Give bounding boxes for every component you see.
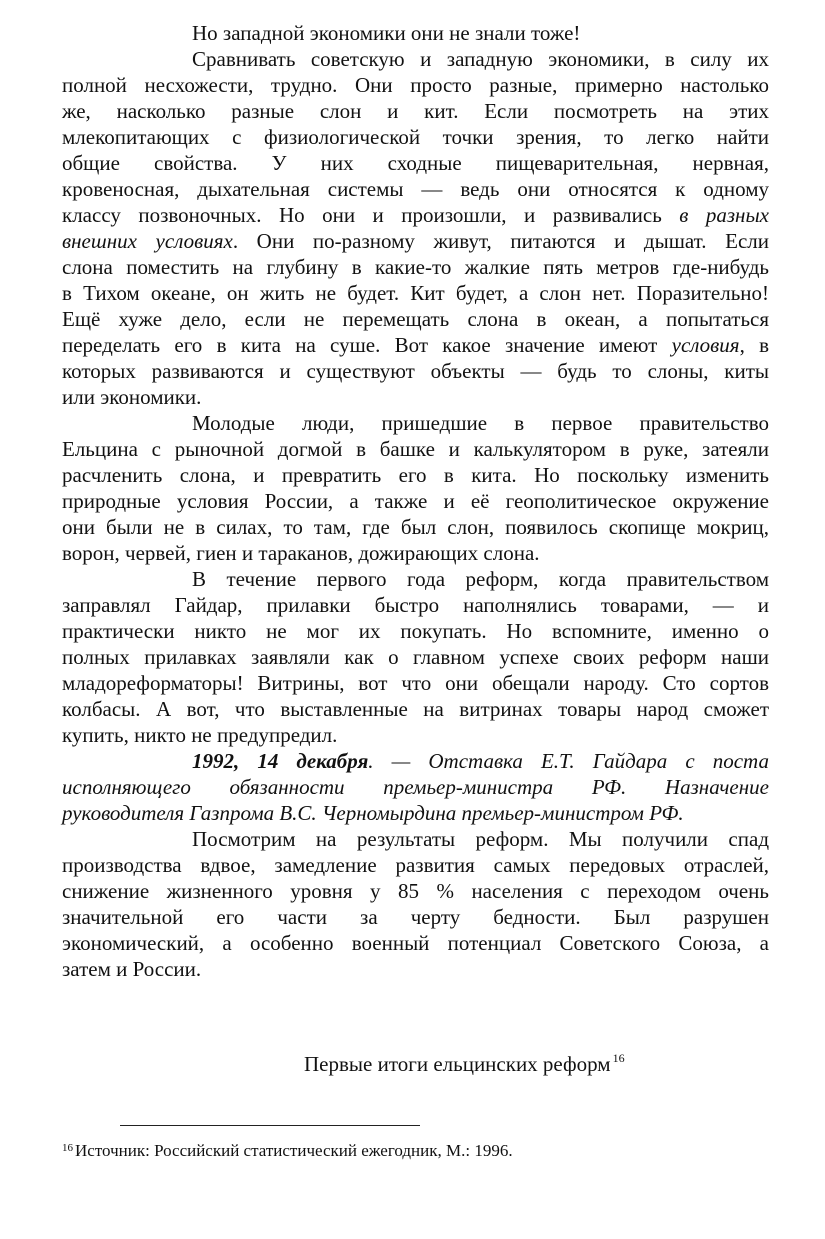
paragraph-line: или экономики. xyxy=(62,385,202,409)
paragraph-line: в Тихом океане, он жить не будет. Кит будет, а слон нет. Поразительно! xyxy=(62,281,769,305)
paragraph-line: экономический, а особенно военный потенциал Советского Союза, а xyxy=(62,931,769,955)
paragraph-line: Но западной экономики они не знали тоже! xyxy=(192,21,581,45)
paragraph-results xyxy=(62,826,769,982)
paragraph-line: практически никто не мог их покупать. Но вспомните, именно о xyxy=(62,619,769,643)
paragraph-line xyxy=(62,332,769,358)
text-run: классу позвоночных. Но они и произошли, и развивались xyxy=(62,203,680,227)
paragraph-line: купить, никто не предупредил. xyxy=(62,723,338,747)
paragraph-line: Ельцина с рыночной догмой в башке и калькулятором в руке, затеяли xyxy=(62,437,769,461)
paragraph-young-people xyxy=(62,410,769,566)
paragraph-line: значительной его части за черту бедности. Был разрушен xyxy=(62,905,769,929)
italic-text: в разных xyxy=(679,203,769,227)
paragraph-line: млекопитающих с физиологической точки зрения, то легко найти xyxy=(62,125,769,149)
table-caption xyxy=(304,1051,625,1077)
paragraph-line: же, насколько разные слон и кит. Если посмотреть на этих xyxy=(62,99,769,123)
paragraph-line: природные условия России, а также и её геополитическое окружение xyxy=(62,489,769,513)
paragraph-line: общие свойства. У них сходные пищеварительная, нервная, xyxy=(62,151,769,175)
footnote-divider xyxy=(120,1125,420,1126)
paragraph-line xyxy=(62,202,769,228)
note-date: 1992, 14 декабря xyxy=(192,749,369,773)
paragraph-line: Сравнивать советскую и западную экономики, в силу их xyxy=(192,47,769,71)
paragraph-line: Молодые люди, пришедшие в первое правительство xyxy=(192,411,769,435)
paragraph-line: младореформаторы! Витрины, вот что они обещали народу. Сто сортов xyxy=(62,671,769,695)
paragraph-line: руководителя Газпрома В.С. Черномырдина премьер-министром РФ. xyxy=(62,801,684,825)
paragraph-line: ворон, червей, гиен и тараканов, дожирающих слона. xyxy=(62,541,540,565)
text-run: переделать его в кита на суше. Вот какое значение имеют xyxy=(62,333,672,357)
document-body xyxy=(62,20,769,982)
footnote xyxy=(62,1140,513,1162)
paragraph-line: Ещё хуже дело, если не перемещать слона в океан, а попытаться xyxy=(62,307,769,331)
paragraph-line: полных прилавках заявляли как о главном успехе своих реформ наши xyxy=(62,645,769,669)
paragraph-line: затем и России. xyxy=(62,957,202,981)
paragraph-line: кровеносная, дыхательная системы — ведь они относятся к одному xyxy=(62,177,769,201)
paragraph-line xyxy=(62,228,769,254)
paragraph-line: они были не в силах, то там, где был слон, появилось скопище мокриц, xyxy=(62,515,769,539)
text-run: , в xyxy=(739,333,769,357)
paragraph-line xyxy=(62,748,769,774)
text-run: . Они по-разному живут, питаются и дышат. Если xyxy=(232,229,769,253)
italic-text: внешних условиях xyxy=(62,229,233,253)
paragraph-line: колбасы. А вот, что выставленные на витринах товары народ сможет xyxy=(62,697,769,721)
paragraph-line: расчленить слона, и превратить его в кита. Но поскольку изменить xyxy=(62,463,769,487)
footnote-reference[interactable]: 16 xyxy=(612,1051,625,1065)
paragraph-line: слона поместить на глубину в какие-то жалкие пять метров где-нибудь xyxy=(62,255,769,279)
paragraph-line: заправлял Гайдар, прилавки быстро наполнялись товарами, — и xyxy=(62,593,769,617)
text-run: . — Отставка Е.Т. Гайдара с поста xyxy=(368,749,769,773)
paragraph-line: В течение первого года реформ, когда правительством xyxy=(192,567,769,591)
paragraph-line: снижение жизненного уровня у 85 % населения с переходом очень xyxy=(62,879,769,903)
italic-text: условия xyxy=(671,333,740,357)
dated-note xyxy=(62,748,769,826)
paragraph-line: исполняющего обязанности премьер-министра РФ. Назначение xyxy=(62,775,769,799)
paragraph-line: производства вдвое, замедление развития самых передовых отраслей, xyxy=(62,853,769,877)
footnote-text: Источник: Российский статистический ежегодник, М.: 1996. xyxy=(75,1141,513,1160)
paragraph-line: Посмотрим на результаты реформ. Мы получили спад xyxy=(192,827,769,851)
caption-text: Первые итоги ельцинских реформ xyxy=(304,1052,611,1076)
paragraph-line: полной несхожести, трудно. Они просто разные, примерно настолько xyxy=(62,73,769,97)
paragraph-comparison xyxy=(62,46,769,410)
paragraph-first-year xyxy=(62,566,769,748)
footnote-number: 16 xyxy=(62,1142,73,1154)
paragraph-line: которых развиваются и существуют объекты — будь то слоны, киты xyxy=(62,359,769,383)
